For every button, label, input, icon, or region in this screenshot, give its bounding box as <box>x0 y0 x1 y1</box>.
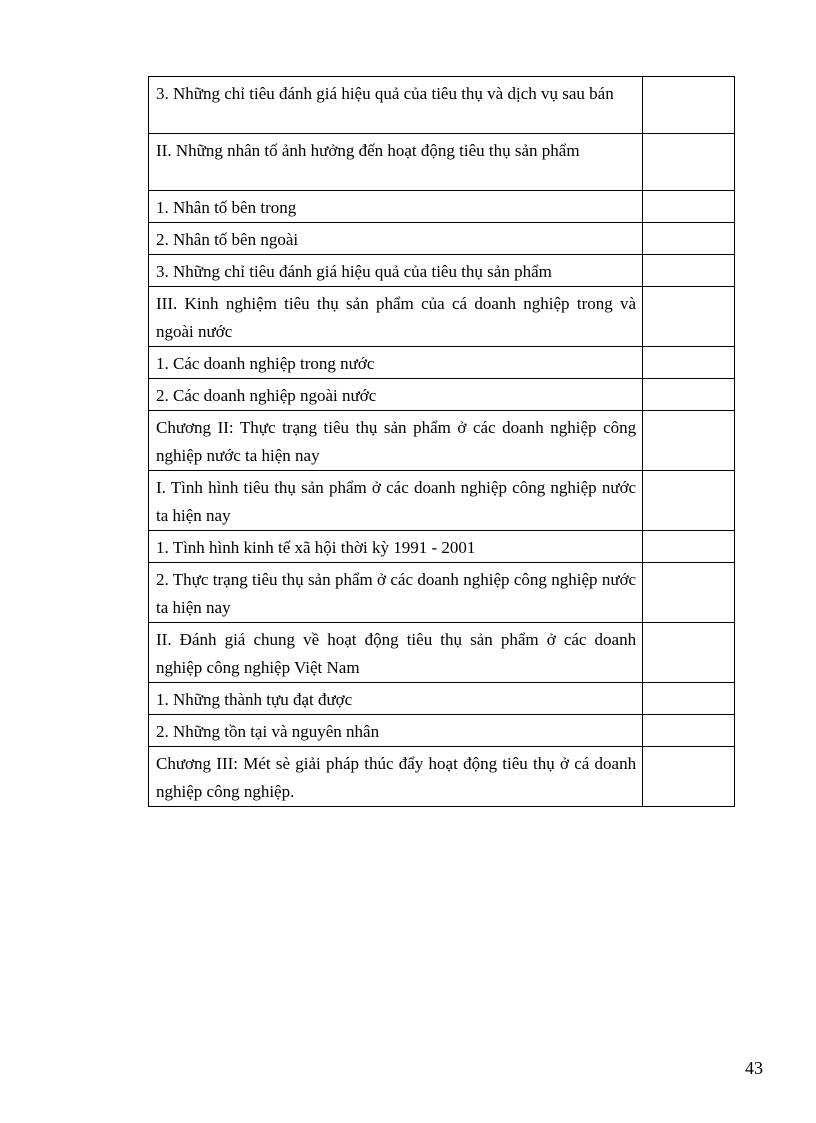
toc-entry-text: 2. Thực trạng tiêu thụ sản phẩm ở các doanh nghiệp công nghiệp nước ta hiện nay <box>149 563 643 623</box>
toc-entry-page <box>643 255 735 287</box>
toc-entry-text: I. Tình hình tiêu thụ sản phẩm ở các doanh nghiệp công nghiệp nước ta hiện nay <box>149 471 643 531</box>
toc-entry-text: 3. Những chỉ tiêu đánh giá hiệu quả của tiêu thụ và dịch vụ sau bán <box>149 77 643 134</box>
page-number: 43 <box>745 1058 763 1078</box>
toc-entry-page <box>643 531 735 563</box>
toc-entry-page <box>643 683 735 715</box>
table-row <box>149 379 735 411</box>
toc-entry-text: 1. Các doanh nghiệp trong nước <box>149 347 643 379</box>
toc-entry-text: 2. Nhân tố bên ngoài <box>149 223 643 255</box>
toc-entry-page <box>643 623 735 683</box>
table-row <box>149 134 735 191</box>
toc-entry-text: 1. Những thành tựu đạt được <box>149 683 643 715</box>
toc-body <box>149 77 735 807</box>
toc-entry-text: Chương II: Thực trạng tiêu thụ sản phẩm ở các doanh nghiệp công nghiệp nước ta hiện nay <box>149 411 643 471</box>
table-row <box>149 191 735 223</box>
toc-entry-text: III. Kinh nghiệm tiêu thụ sản phẩm của cá doanh nghiệp trong và ngoài nước <box>149 287 643 347</box>
table-row <box>149 683 735 715</box>
toc-entry-page <box>643 77 735 134</box>
table-row <box>149 563 735 623</box>
table-row <box>149 287 735 347</box>
table-of-contents <box>148 76 735 807</box>
toc-entry-text: 1. Nhân tố bên trong <box>149 191 643 223</box>
toc-entry-page <box>643 411 735 471</box>
toc-entry-page <box>643 191 735 223</box>
toc-entry-text: II. Những nhân tố ảnh hưởng đến hoạt động tiêu thụ sản phẩm <box>149 134 643 191</box>
table-row <box>149 347 735 379</box>
table-row <box>149 531 735 563</box>
table-row <box>149 255 735 287</box>
toc-entry-text: 3. Những chỉ tiêu đánh giá hiệu quả của tiêu thụ sản phẩm <box>149 255 643 287</box>
toc-entry-page <box>643 471 735 531</box>
toc-entry-page <box>643 379 735 411</box>
table-row <box>149 623 735 683</box>
toc-entry-page <box>643 287 735 347</box>
toc-entry-text: Chương III: Mét sè giải pháp thúc đẩy hoạt động tiêu thụ ở cá doanh nghiệp công nghiệp. <box>149 747 643 807</box>
table-row <box>149 747 735 807</box>
table-row <box>149 223 735 255</box>
table-row <box>149 471 735 531</box>
toc-entry-page <box>643 134 735 191</box>
table-row <box>149 411 735 471</box>
toc-entry-page <box>643 223 735 255</box>
toc-entry-text: 2. Những tồn tại và nguyên nhân <box>149 715 643 747</box>
toc-entry-text: 1. Tình hình kinh tế xã hội thời kỳ 1991 - 2001 <box>149 531 643 563</box>
toc-entry-page <box>643 715 735 747</box>
toc-entry-page <box>643 347 735 379</box>
table-row <box>149 715 735 747</box>
table-row <box>149 77 735 134</box>
toc-entry-text: 2. Các doanh nghiệp ngoài nước <box>149 379 643 411</box>
toc-entry-text: II. Đánh giá chung về hoạt động tiêu thụ sản phẩm ở các doanh nghiệp công nghiệp Việt Nam <box>149 623 643 683</box>
toc-entry-page <box>643 563 735 623</box>
toc-entry-page <box>643 747 735 807</box>
